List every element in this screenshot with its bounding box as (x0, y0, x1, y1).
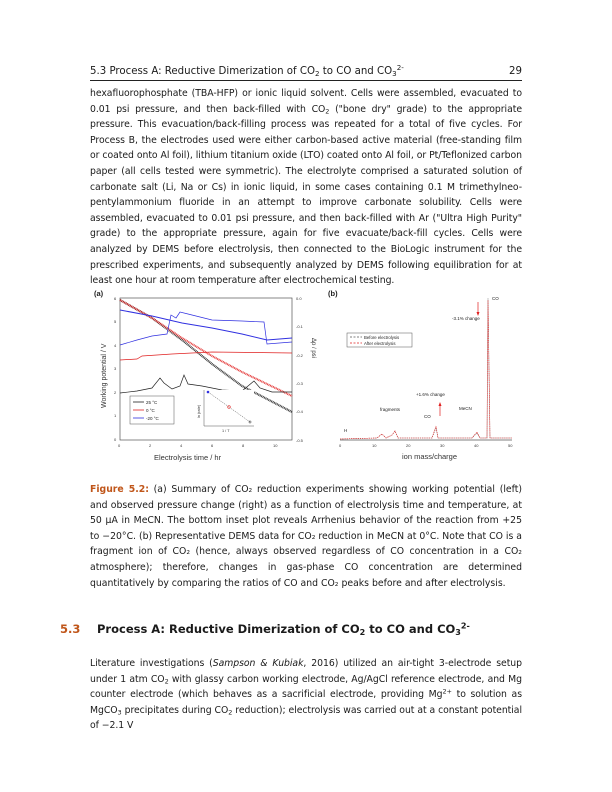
legend-after: After electrolysis (364, 341, 396, 346)
section-number: 5.3 (60, 622, 81, 636)
svg-text:0: 0 (339, 443, 342, 448)
svg-text:5: 5 (114, 319, 117, 324)
svg-text:-0.1: -0.1 (296, 324, 303, 329)
panel-b-label: (b) (328, 289, 338, 298)
running-header (90, 63, 522, 81)
svg-text:8: 8 (242, 443, 245, 448)
svg-text:0.0: 0.0 (296, 296, 302, 301)
svg-text:4: 4 (114, 343, 117, 348)
panel-a-plot (101, 296, 316, 462)
body-paragraph-1: hexafluorophosphate (TBA-HFP) or ionic liquid solvent. Cells were assembled, evacuated to 0.01 psi pressure, and then back-filled with $CO_2$ ("bone dry" grade) to the appropriate pressure. This evacuation/back-filling process was repeated for a total of five cycles. For Process B, the electrodes used were either carbon-based active material (free-standing film or coated onto Al foil), lithium titanium oxide (LTO) coated onto Al foil, or Pt/Teflonized carbon paper (all cells tested were symmetric). The electrolyte comprised a saturated solution of carbonate salt (Li, Na or Cs) in ionic liquid, in some cases containing 0.1 M trimethylneo-pentylammonium fluoride in an attempt to improve carbonate solubility. Cells were assembled, evacuated to 0.01 psi pressure, and then back-filled with Ar ("Ultra High Purity" grade) to the appropriate pressure, again for five evacuate/back-fill cycles. Cells were analyzed by DEMS before electrolysis, then connected to the BioLogic instrument for the prescribed experiments, and subsequently analyzed by DEMS following equilibration for at least one hour at room temperature after electrochemical testing. (90, 88, 522, 287)
figure-label: Figure 5.2: (90, 484, 149, 495)
svg-text:3: 3 (114, 366, 117, 371)
svg-text:CO: CO (492, 296, 499, 301)
svg-text:6: 6 (211, 443, 214, 448)
legend-minus20c: -20 °C (146, 416, 159, 421)
figure-5-2 (92, 288, 522, 466)
svg-text:40: 40 (474, 443, 479, 448)
a-ylabel: Working potential / V (101, 343, 108, 408)
legend-before: Before electrolysis (364, 335, 400, 340)
svg-text:+1.6% change: +1.6% change (416, 392, 445, 397)
svg-text:10: 10 (273, 443, 278, 448)
section-heading (60, 622, 530, 636)
svg-text:-0.3: -0.3 (296, 381, 303, 386)
svg-text:50: 50 (508, 443, 513, 448)
svg-text:fragments: fragments (380, 407, 401, 412)
svg-text:-0.5: -0.5 (296, 438, 303, 443)
section-title: Process A: Reductive Dimerization of $CO_2$ to CO and $CO_3^{2-}$ (97, 621, 470, 637)
svg-text:6: 6 (114, 296, 117, 301)
b-xlabel: ion mass/charge (402, 452, 458, 461)
svg-text:MeCN: MeCN (459, 406, 472, 411)
citation-link[interactable]: Sampson & Kubiak (212, 658, 304, 669)
panel-b-plot (339, 296, 513, 461)
figure-caption (90, 482, 522, 591)
figure-graphic (92, 288, 522, 466)
svg-text:CO: CO (424, 414, 431, 419)
svg-text:-3.1% change: -3.1% change (452, 316, 480, 321)
svg-text:0: 0 (118, 443, 121, 448)
svg-text:0: 0 (114, 437, 117, 442)
legend-0c: 0 °C (146, 408, 155, 413)
caption-text: (a) Summary of CO₂ reduction experiments showing working potential (left) and observed pressure change (right) as a function of electrolysis time and temperature, at 50 µA in MeCN. The bottom inset plot reveals Arrhenius behavior of the reaction from +25 to −20°C. (b) Representative DEMS data for CO₂ reduction in MeCN at 0°C. Note that CO is a fragment ion of CO₂ (hence, always observed regardless of CO concentration in a CO₂ atmosphere); therefore, changes in gas-phase CO concentration are determined quantitatively by comparing the ratios of CO and CO₂ peaks before and after electrolysis. (90, 484, 522, 589)
a-y2label: Δp / psi (310, 338, 316, 359)
svg-text:10: 10 (372, 443, 377, 448)
svg-text:30: 30 (440, 443, 445, 448)
header-title: 5.3 Process A: Reductive Dimerization of $CO_2$ to CO and $CO_3^{2-}$ (90, 63, 404, 78)
svg-text:20: 20 (406, 443, 411, 448)
legend-25c: 25 °C (146, 400, 158, 405)
svg-text:-0.2: -0.2 (296, 353, 303, 358)
svg-text:-0.4: -0.4 (296, 409, 303, 414)
panel-a-label: (a) (94, 289, 104, 298)
a-xlabel: Electrolysis time / hr (154, 453, 222, 462)
svg-text:2: 2 (114, 390, 117, 395)
svg-text:H: H (344, 428, 348, 433)
svg-text:ln (rate): ln (rate) (197, 404, 201, 418)
page-number: 29 (509, 66, 522, 77)
svg-text:2: 2 (149, 443, 152, 448)
body-paragraph-2: Literature investigations (Sampson & Kubiak, 2016) utilized an air-tight 3-electrode setup under 1 atm $CO_2$ with glassy carbon working electrode, Ag/AgCl reference electrode, and Mg counter electrode (which behaves as a sacrificial electrode, providing $Mg^{2+}$ to solution as MgCO$_3$ precipitates during $CO_2$ reduction); electrolysis was carried out at a constant potential of −2.1 V (90, 658, 522, 732)
svg-text:1: 1 (114, 413, 117, 418)
svg-text:1 / T: 1 / T (222, 429, 230, 433)
svg-text:4: 4 (180, 443, 183, 448)
